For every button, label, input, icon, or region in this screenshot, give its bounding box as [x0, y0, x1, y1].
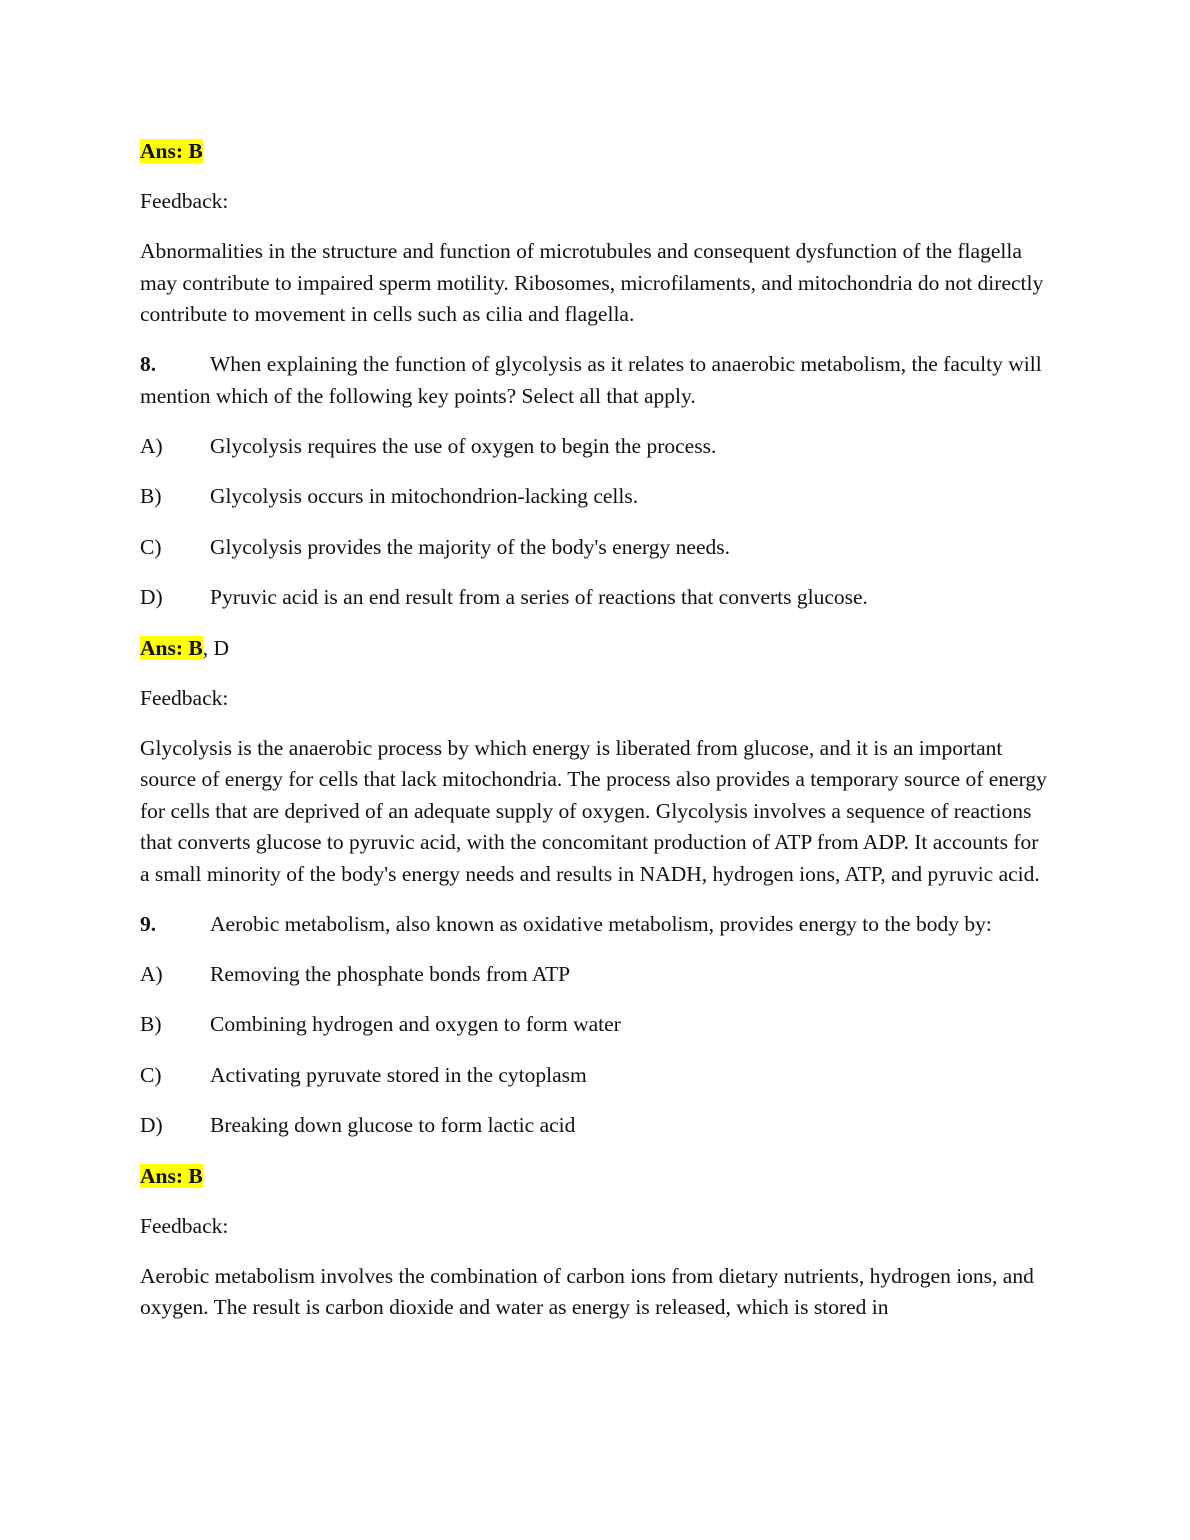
question-number: 9.	[140, 911, 157, 936]
answer-highlight: Ans: B	[140, 1163, 203, 1188]
answer-highlight: Ans: B	[140, 635, 203, 660]
question-8	[140, 349, 1050, 412]
option-letter: B)	[140, 1012, 162, 1036]
option-a	[140, 959, 1050, 991]
option-letter: C)	[140, 1062, 162, 1087]
answer-line	[140, 136, 1050, 168]
question-text: Aerobic metabolism, also known as oxidative metabolism, provides energy to the body by:	[210, 911, 992, 936]
option-a	[140, 431, 1050, 463]
feedback-label: Feedback:	[140, 685, 229, 710]
question-text: When explaining the function of glycolysis as it relates to anaerobic metabolism, the faculty will mention which of the following key points? Select all that apply.	[140, 352, 1042, 408]
option-letter: A)	[140, 961, 163, 986]
option-text: Activating pyruvate stored in the cytoplasm	[210, 1062, 587, 1087]
option-c	[140, 1060, 1050, 1092]
question-9	[140, 909, 1050, 941]
option-text: Breaking down glucose to form lactic acid	[210, 1113, 576, 1137]
question-number: 8.	[140, 352, 157, 376]
option-text: Glycolysis occurs in mitochondrion-lacking cells.	[210, 484, 639, 508]
feedback-text: Abnormalities in the structure and function of microtubules and consequent dysfunction of the flagella may contribute to impaired sperm motility. Ribosomes, microfilaments, and mitochondria do not directly contribute to movement in cells such as cilia and flagella.	[140, 239, 1044, 326]
feedback-text: Aerobic metabolism involves the combination of carbon ions from dietary nutrients, hydrogen ions, and oxygen. The result is carbon dioxide and water as energy is released, which is stored in	[140, 1263, 1034, 1319]
answer-highlight: Ans: B	[140, 139, 203, 163]
option-d	[140, 582, 1050, 614]
option-text: Glycolysis provides the majority of the body's energy needs.	[210, 534, 730, 559]
option-b	[140, 481, 1050, 513]
answer-extra: , D	[202, 635, 230, 660]
feedback-label: Feedback:	[140, 189, 229, 213]
option-text: Pyruvic acid is an end result from a series of reactions that converts glucose.	[210, 585, 868, 609]
option-text: Removing the phosphate bonds from ATP	[210, 961, 571, 986]
document-content	[140, 136, 1050, 1342]
option-c	[140, 532, 1050, 564]
option-letter: D)	[140, 585, 163, 609]
option-text: Glycolysis requires the use of oxygen to begin the process.	[210, 433, 717, 458]
option-text: Combining hydrogen and oxygen to form water	[210, 1012, 621, 1036]
feedback-label: Feedback:	[140, 1213, 229, 1238]
option-letter: B)	[140, 484, 162, 508]
option-d	[140, 1110, 1050, 1142]
answer-line	[140, 633, 1050, 665]
answer-line	[140, 1161, 1050, 1193]
option-letter: A)	[140, 433, 163, 458]
feedback-text: Glycolysis is the anaerobic process by which energy is liberated from glucose, and it is an important source of energy for cells that lack mitochondria. The process also provides a temporary source of energy for cells that are deprived of an adequate supply of oxygen. Glycolysis involves a sequence of reactions that converts glucose to pyruvic acid, with the concomitant production of ATP from ADP. It accounts for a small minority of the body's energy needs and results in NADH, hydrogen ions, ATP, and pyruvic acid.	[140, 735, 1047, 886]
option-letter: D)	[140, 1113, 163, 1137]
option-letter: C)	[140, 534, 162, 559]
option-b	[140, 1009, 1050, 1041]
